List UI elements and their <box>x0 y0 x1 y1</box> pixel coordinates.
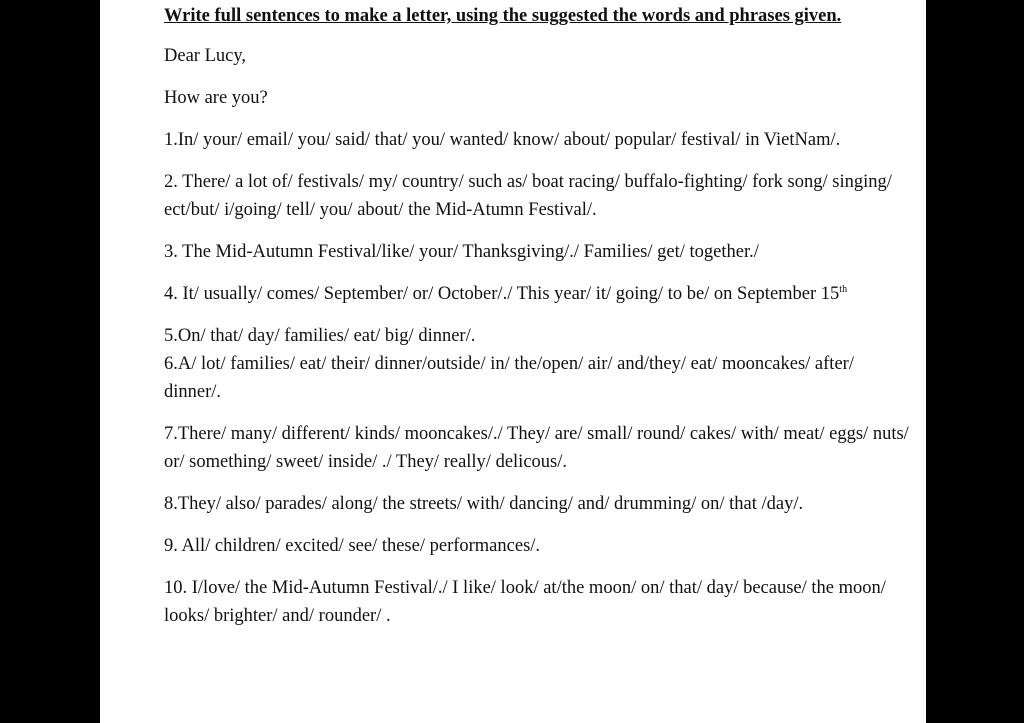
document-content <box>164 2 914 644</box>
ordinal-suffix: th <box>839 283 848 295</box>
salutation: Dear Lucy, <box>164 46 247 66</box>
exercise-item-9: 9. All/ children/ excited/ see/ these/ performances/. <box>164 536 541 556</box>
instruction-heading: Write full sentences to make a letter, using the suggested the words and phrases given. <box>164 6 842 26</box>
exercise-item-6: 6.A/ lot/ families/ eat/ their/ dinner/outside/ in/ the/open/ air/ and/they/ eat/ mooncakes/ after/ dinner/. <box>164 354 854 402</box>
exercise-item-5: 5.On/ that/ day/ families/ eat/ big/ dinner/. <box>164 326 476 346</box>
exercise-item-1: 1.In/ your/ email/ you/ said/ that/ you/ wanted/ know/ about/ popular/ festival/ in VietNam/. <box>164 130 841 150</box>
exercise-item-3: 3. The Mid-Autumn Festival/like/ your/ Thanksgiving/./ Families/ get/ together./ <box>164 242 759 262</box>
document-page <box>100 0 926 723</box>
exercise-item-7: 7.There/ many/ different/ kinds/ mooncakes/./ They/ are/ small/ round/ cakes/ with/ meat/ eggs/ nuts/ or/ something/ sweet/ inside/ ./ They/ really/ delicous/. <box>164 424 909 472</box>
exercise-item-10: 10. I/love/ the Mid-Autumn Festival/./ I like/ look/ at/the moon/ on/ that/ day/ because/ the moon/ looks/ brighter/ and/ rounder/ . <box>164 578 886 626</box>
opening-line: How are you? <box>164 88 268 108</box>
exercise-item-4 <box>164 280 914 308</box>
exercise-item-8: 8.They/ also/ parades/ along/ the streets/ with/ dancing/ and/ drumming/ on/ that /day/. <box>164 494 804 514</box>
exercise-item-4-text: 4. It/ usually/ comes/ September/ or/ October/./ This year/ it/ going/ to be/ on September 15 <box>164 284 840 304</box>
exercise-item-2: 2. There/ a lot of/ festivals/ my/ country/ such as/ boat racing/ buffalo-fighting/ fork song/ singing/ ect/but/ i/going/ tell/ you/ about/ the Mid-Atumn Festival/. <box>164 172 892 220</box>
